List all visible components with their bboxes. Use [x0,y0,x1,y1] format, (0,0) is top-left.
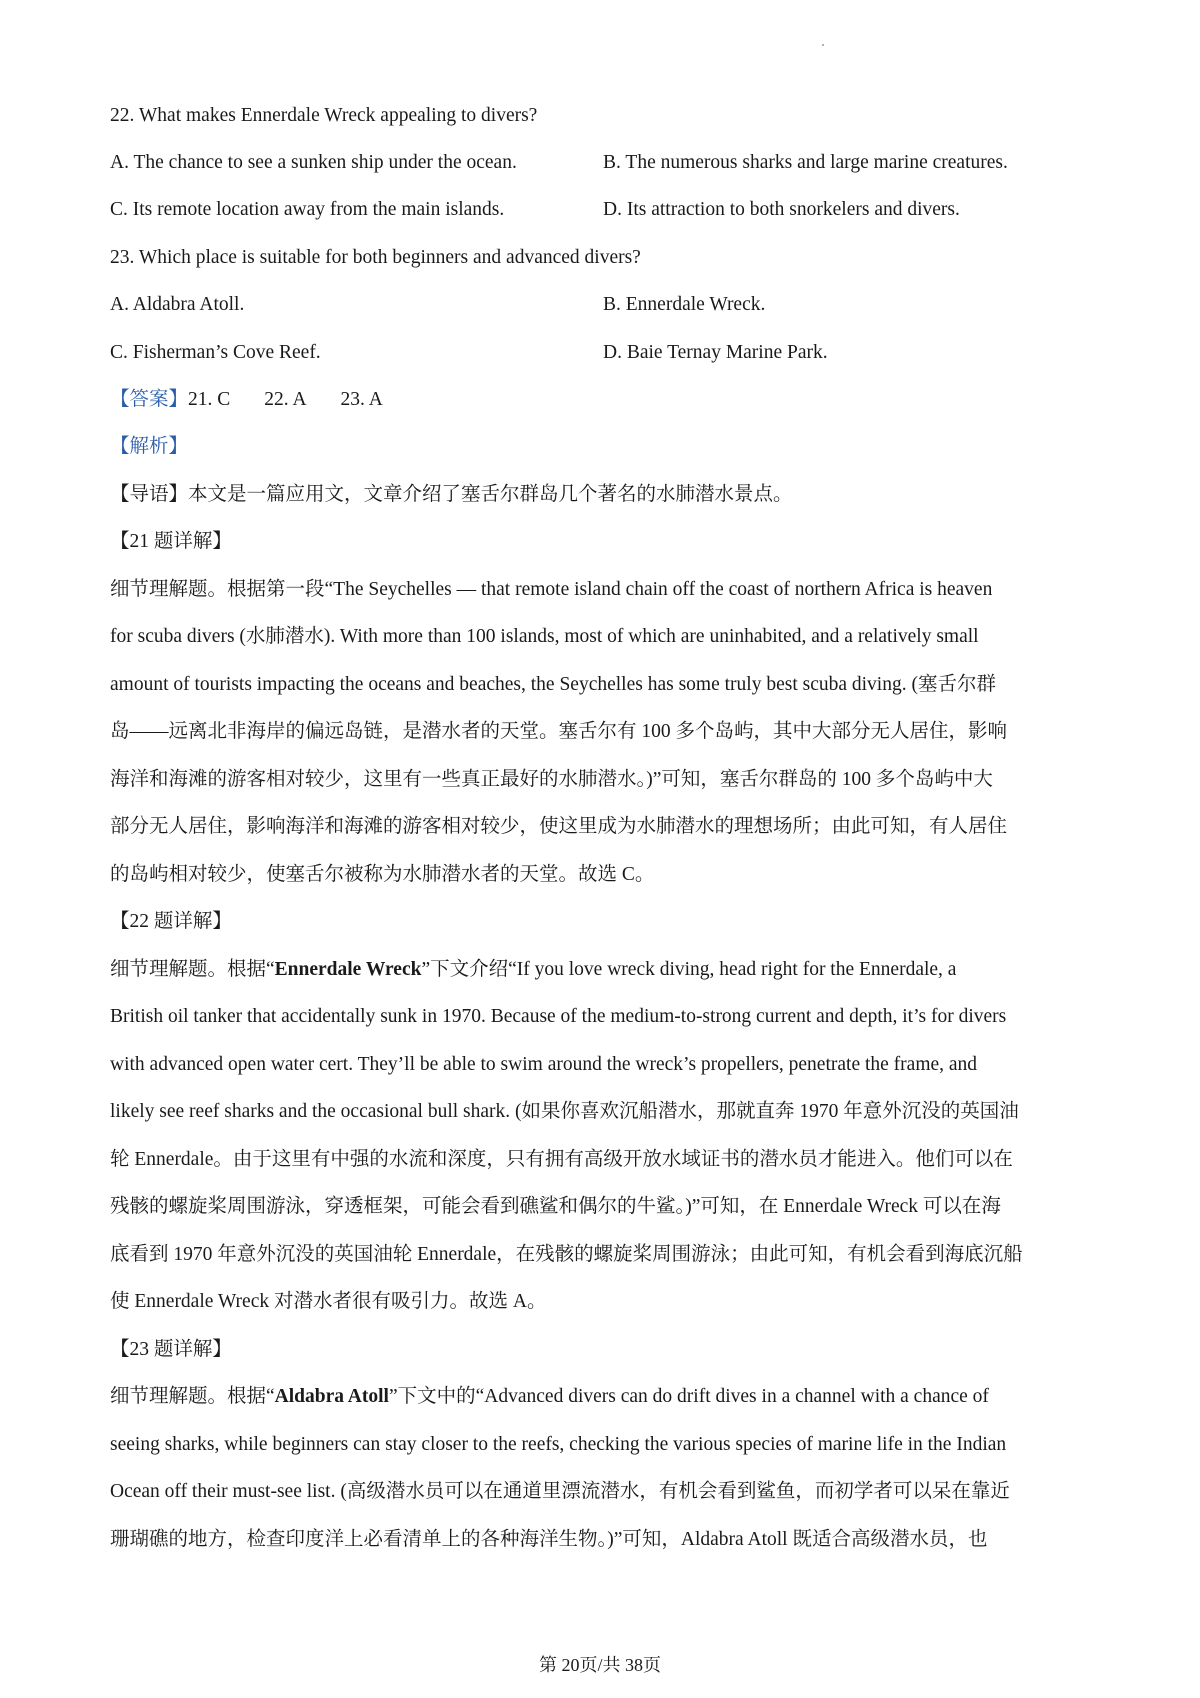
d23-post: ”下文中的“Advanced divers can do drift dives in a channel with a chance of [388,1386,989,1407]
d21-line: for scuba divers (水肺潜水). With more than 100 islands, most of which are uninhabited, and a relatively small [110,626,979,647]
d22-line: 残骸的螺旋桨周围游泳，穿透框架，可能会看到礁鲨和偶尔的牛鲨。)”可知，在 Ennerdale Wreck 可以在海 [110,1196,1001,1217]
d21-line: 部分无人居住，影响海洋和海滩的游客相对较少，使这里成为水肺潜水的理想场所；由此可知，有人居住 [110,816,1008,837]
q23-option-c: C. Fisherman’s Cove Reef. [110,342,321,363]
answer-21: 21. C [188,389,231,410]
d22-post: ”下文介绍“If you love wreck diving, head right for the Ennerdale, a [421,959,957,980]
analysis-label: 【解析】 [110,436,189,457]
d23-line [110,1383,1100,1411]
d22-heading: 【22 题详解】 [110,911,232,932]
d23-line: 珊瑚礁的地方，检查印度洋上必看清单上的各种海洋生物。)”可知，Aldabra Atoll 既适合高级潜水员，也 [110,1529,988,1550]
d22-line: with advanced open water cert. They’ll be able to swim around the wreck’s propellers, penetrate the frame, and [110,1054,978,1075]
d22-pre: 细节理解题。根据“ [110,959,275,980]
d21-line: 细节理解题。根据第一段“The Seychelles — that remote island chain off the coast of northern Africa is heaven [110,579,993,600]
q23-option-d: D. Baie Ternay Marine Park. [603,342,828,363]
q22-question: 22. What makes Ennerdale Wreck appealing to divers? [110,105,538,126]
speck-mark [822,44,824,46]
d22-line: British oil tanker that accidentally sunk in 1970. Because of the medium-to-strong current and depth, it’s for divers [110,1006,1007,1027]
d23-line: seeing sharks, while beginners can stay closer to the reefs, checking the various species of marine life in the Indian [110,1434,1007,1455]
q22-option-a: A. The chance to see a sunken ship under the ocean. [110,152,517,173]
q23-option-a: A. Aldabra Atoll. [110,294,245,315]
d22-line [110,956,1100,984]
d21-line: amount of tourists impacting the oceans and beaches, the Seychelles has some truly best scuba diving. (塞舌尔群 [110,674,996,695]
d22-bold-title: Ennerdale Wreck [274,959,422,980]
d22-line: likely see reef sharks and the occasional bull shark. (如果你喜欢沉船潜水，那就直奔 1970 年意外沉没的英国油 [110,1101,1019,1122]
d23-heading: 【23 题详解】 [110,1339,232,1360]
d23-line: Ocean off their must-see list. (高级潜水员可以在通道里漂流潜水，有机会看到鲨鱼，而初学者可以呆在靠近 [110,1481,1010,1502]
intro-text: 【导语】本文是一篇应用文，文章介绍了塞舌尔群岛几个著名的水肺潜水景点。 [110,484,793,505]
d21-heading: 【21 题详解】 [110,531,232,552]
q22-option-c: C. Its remote location away from the main islands. [110,199,505,220]
d22-line: 轮 Ennerdale。由于这里有中强的水流和深度，只有拥有高级开放水域证书的潜水员才能进入。他们可以在 [110,1149,1013,1170]
d21-line: 海洋和海滩的游客相对较少，这里有一些真正最好的水肺潜水。)”可知，塞舌尔群岛的 100 多个岛屿中大 [110,769,993,790]
answer-22: 22. A [264,389,307,410]
q23-option-b: B. Ennerdale Wreck. [603,294,766,315]
answer-label: 【答案】 [110,389,189,410]
d22-line: 使 Ennerdale Wreck 对潜水者很有吸引力。故选 A。 [110,1291,547,1312]
answer-line [110,386,1100,414]
d23-pre: 细节理解题。根据“ [110,1386,275,1407]
q22-option-b: B. The numerous sharks and large marine creatures. [603,152,1008,173]
page-number-footer: 第 20页/共 38页 [538,1655,661,1675]
d23-bold-title: Aldabra Atoll [274,1386,389,1407]
q22-option-d: D. Its attraction to both snorkelers and divers. [603,199,960,220]
d22-line: 底看到 1970 年意外沉没的英国油轮 Ennerdale，在残骸的螺旋桨周围游泳；由此可知，有机会看到海底沉船 [110,1244,1023,1265]
d21-line: 岛——远离北非海岸的偏远岛链，是潜水者的天堂。塞舌尔有 100 多个岛屿，其中大部分无人居住，影响 [110,721,1008,742]
d21-line: 的岛屿相对较少，使塞舌尔被称为水肺潜水者的天堂。故选 C。 [110,864,655,885]
answer-23: 23. A [340,389,383,410]
q23-question: 23. Which place is suitable for both beginners and advanced divers? [110,247,641,268]
